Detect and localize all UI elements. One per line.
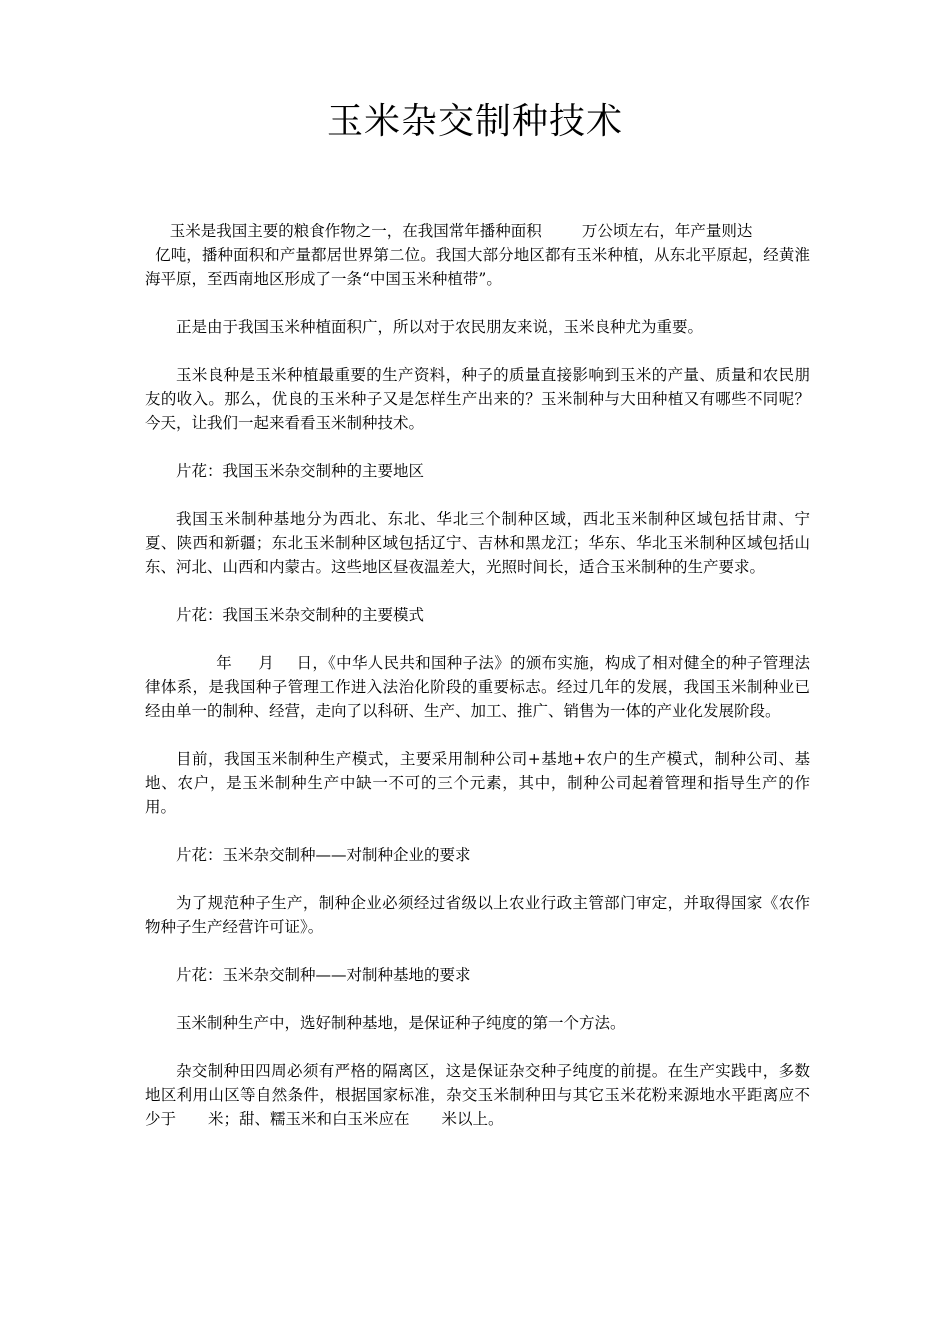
paragraph-heading-regions: 片花：我国玉米杂交制种的主要地区	[176, 462, 425, 480]
paragraph-seed-quality: 玉米良种是玉米种植最重要的生产资料，种子的质量直接影响到玉米的产量、质量和农民朋友的收入。那么，优良的玉米种子又是怎样生产出来的？玉米制种与大田种植又有哪些不同呢？今天，让我们一起来看看玉米制种技术。	[145, 366, 810, 432]
paragraph-intro	[145, 219, 810, 291]
paragraph-isolation-part2: 米；甜、糯玉米和白玉米应在	[208, 1110, 410, 1128]
paragraph-isolation-part3: 米以上。	[441, 1110, 504, 1128]
paragraph-isolation	[145, 1059, 810, 1131]
paragraph-isolation-part1: 杂交制种田四周必须有严格的隔离区，这是保证杂交种子纯度的前提。在生产实践中，多数地区利用山区等自然条件，根据国家标准，杂交玉米制种田与其它玉米花粉来源地水平距离应不少于	[145, 1062, 810, 1128]
paragraph-heading-enterprise: 片花：玉米杂交制种——对制种企业的要求	[176, 846, 471, 864]
paragraph-heading-modes: 片花：我国玉米杂交制种的主要模式	[176, 606, 425, 624]
paragraph-seed-law-text: 日，《中华人民共和国种子法》的颁布实施，构成了相对健全的种子管理法律体系，是我国种子管理工作进入法治化阶段的重要标志。经过几年的发展，我国玉米制种业已经由单一的制种、经营，走向了以科研、生产、加工、推广、销售为一体的产业化发展阶段。	[145, 654, 810, 720]
paragraph-base: 玉米制种生产中，选好制种基地，是保证种子纯度的第一个方法。	[176, 1014, 626, 1032]
document-body	[145, 219, 810, 1155]
paragraph-seed-law	[145, 651, 810, 723]
paragraph-intro-part3: 亿吨，播种面积和产量都居世界第二位。我国大部分地区都有玉米种植，从东北平原起，经黄淮海平原，至西南地区形成了一条“中国玉米种植带”。	[145, 246, 810, 288]
paragraph-heading-base: 片花：玉米杂交制种——对制种基地的要求	[176, 966, 471, 984]
paragraph-seed-law-year: 年	[216, 654, 233, 672]
paragraph-intro-part2: 万公顷左右，年产量则达	[581, 222, 753, 240]
paragraph-regions: 我国玉米制种基地分为西北、东北、华北三个制种区域，西北玉米制种区域包括甘肃、宁夏、陕西和新疆；东北玉米制种区域包括辽宁、吉林和黑龙江；华东、华北玉米制种区域包括山东、河北、山西和内蒙古。这些地区昼夜温差大，光照时间长，适合玉米制种的生产要求。	[145, 510, 810, 576]
document-title: 玉米杂交制种技术	[326, 101, 623, 142]
paragraph-seed-law-month: 月	[258, 654, 275, 672]
paragraph-enterprise: 为了规范种子生产，制种企业必须经过省级以上农业行政主管部门审定，并取得国家《农作物种子生产经营许可证》。	[145, 894, 810, 936]
paragraph-importance: 正是由于我国玉米种植面积广，所以对于农民朋友来说，玉米良种尤为重要。	[176, 318, 704, 336]
paragraph-production-mode: 目前，我国玉米制种生产模式，主要采用制种公司+基地+农户的生产模式，制种公司、基地、农户，是玉米制种生产中缺一不可的三个元素，其中，制种公司起着管理和指导生产的作用。	[145, 750, 810, 816]
paragraph-intro-part1: 玉米是我国主要的粮食作物之一，在我国常年播种面积	[169, 222, 542, 240]
